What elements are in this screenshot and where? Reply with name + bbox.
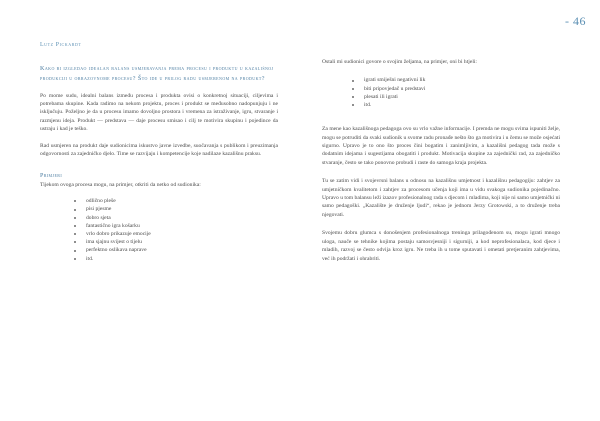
paragraph: Po mome sudu, idealni balans između procesa i produkta ovisi o konkretnoj situaciji, ciljevima i potrebama skupine. Kada radimo na nekom projektu, proces i produkt se međusobno nadopunjuju i ne isključuju. Poželjno je da u procesu imamo dovoljno prostora i vremena za istraživanje, igru, stvaranje i razmjenu ideja. Produkt — predstava — daje procesu smisao i cilj te motivira skupinu i pojedince da ustraju i kad je teško. bbox=[40, 92, 278, 133]
list-item: odlično pleše bbox=[74, 197, 278, 205]
list-item: plesati ili igrati bbox=[352, 93, 560, 101]
list-item: igrati smiješni negativni lik bbox=[352, 76, 560, 84]
list-item: vrlo dobro prikazuje emocije bbox=[74, 230, 278, 238]
paragraph: Tu se zatim vidi i svojevrsni balans u odnosu na kazališnu umjetnost i kazališnu pedagogiju: zahtjev za umjetničkom kvalitetom i zahtjev za procesom učenja koji ima u vidu svakoga sudionika pojedinačno. Upravo u tom balansu leži izazov profesionalnog rada s djecom i mladima, koji nije ni samo umjetnički ni samo pedagoški. „Kazalište je druženje ljudi“, rekao je jednom Jerzy Grotowski, a to druženje treba njegovati. bbox=[322, 178, 560, 218]
list-item: ima sjajnu svijest o tijelu bbox=[74, 238, 278, 246]
right-column bbox=[322, 58, 560, 273]
left-column bbox=[40, 42, 278, 273]
paragraph: Rad usmjeren na produkt daje sudionicima iskustvo javne izvedbe, suočavanja s publikom i preuzimanja odgovornosti za zajedničko djelo. Time se razvijaju i kompetencije koje nadilaze kazališnu praksu. bbox=[40, 142, 278, 158]
list-item: pisi pjesme bbox=[74, 205, 278, 213]
list-item: itd. bbox=[74, 255, 278, 263]
examples-list bbox=[40, 197, 278, 263]
wishes-list bbox=[322, 76, 560, 109]
paragraph: Svojemu dobru glumca s donošenjem profesionalnoga treninga prilagođenom su, mogu igrati mnogo uloga, nauče se tehnike kojima postaju samosvjesniji i sigurniji, a kod neprofesionalaca, kod djece i mladih, razvoj se često odvija kroz igru. Ne treba ih u tome sputavati i ometati pretjeranim zahtjevima, već ih podržati i ohrabriti. bbox=[322, 230, 560, 262]
examples-intro: Tijekom ovoga procesa mogu, na primjer, otkriti da netko od sudionika: bbox=[40, 181, 201, 188]
page-number: - 46 bbox=[565, 14, 586, 28]
list-item: dobro sjeta bbox=[74, 214, 278, 222]
list-item: biti pripovjedač u predstavi bbox=[352, 85, 560, 93]
list-item: perfektno oslikava naprave bbox=[74, 246, 278, 254]
list-item: itd. bbox=[352, 101, 560, 109]
examples-title: Primjeri bbox=[40, 173, 63, 180]
author-name: Lutz Pickardt bbox=[40, 42, 82, 48]
section-heading: Kako bi izgledao idealan balans usmjeravanja prema procesu i produktu u kazališnoj produkciji u obrazovnome procesu? Što ide u prilog radu usmjerenom na produkt? bbox=[40, 65, 274, 82]
list-item: fantastično igra košarku bbox=[74, 222, 278, 230]
paragraph: Za mene kao kazališnoga pedagoga ovo su vrlo važne informacije. I premda ne mogu svima ispuniti želje, mogu se potruditi da svaki sudionik u svome radu pronađe nešto što ga motivira i u čemu se može osjećati sigurno. Upravo je to ono što proces čini bogatim i zanimljivim, a kazališni pedagog tada može s dodatnim idejama i sugestijama obogatiti i produkt. Motivacija skupine za zajednički rad, za zajedničko stvaranje, često se tako ponovno probudi i raste do samoga kraja projekta. bbox=[322, 126, 560, 166]
wishes-intro: Ostali mi sudionici govore o svojim željama, na primjer, oni bi htjeli: bbox=[322, 59, 477, 65]
